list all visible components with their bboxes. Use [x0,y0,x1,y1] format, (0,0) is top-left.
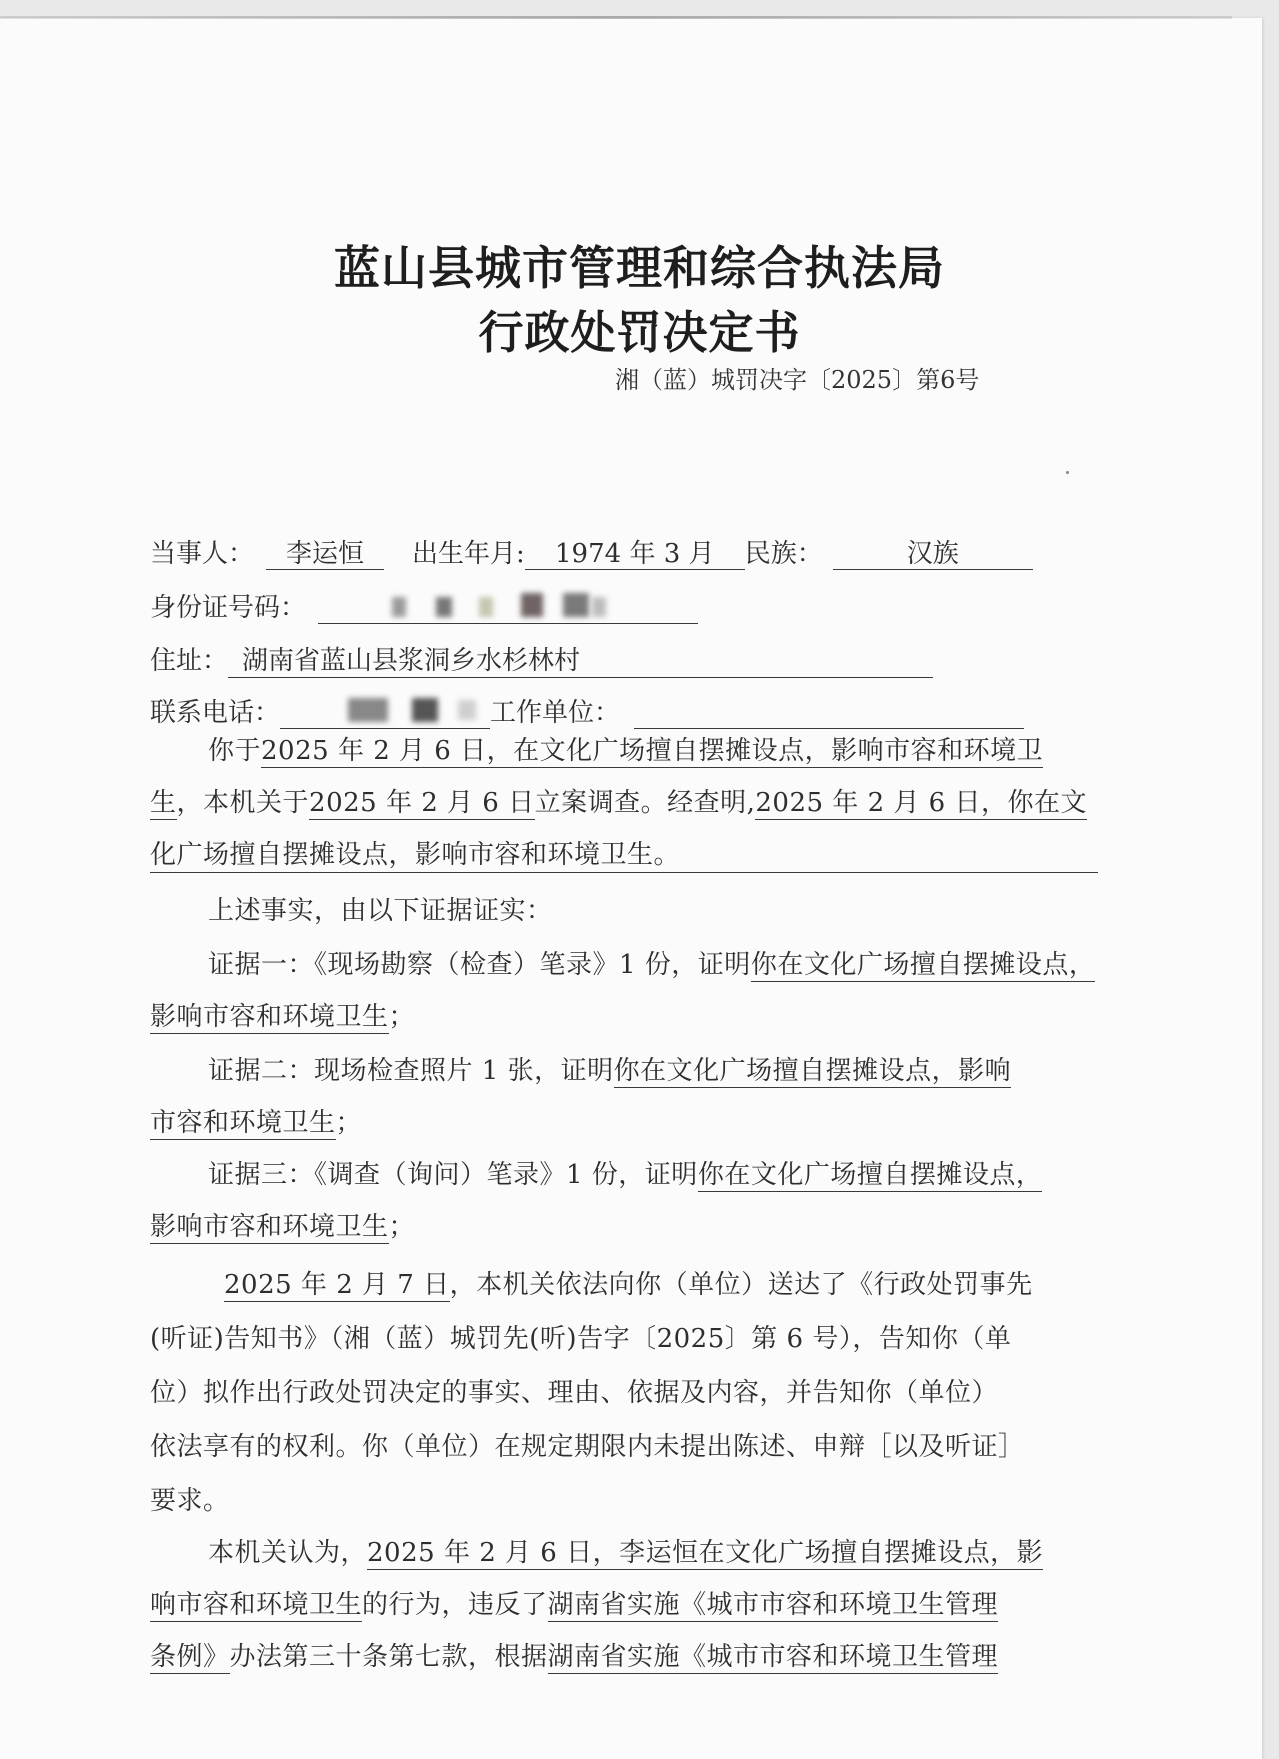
redaction-blur [479,597,493,617]
underlined-fill: 你在文化广场擅自摆摊设点， [697,1160,1043,1190]
underlined-fill: 市容和环境卫生 [150,1108,336,1138]
underlined-fill: 影响市容和环境卫生 [150,1002,389,1032]
body-text: ，本机关于 [176,788,310,818]
underlined-fill: 影响市容和环境卫生 [150,1212,389,1242]
party-name: 李运恒 [266,539,384,570]
scan-speck [1066,471,1069,474]
party-row [150,533,1033,570]
redaction-blur [348,698,388,722]
body-line: 上述事实，由以下证据证实： [208,896,553,926]
redaction-blur [412,698,438,722]
body-text: 的行为，违反了 [362,1590,548,1620]
phone-label: 联系电话： [150,698,281,728]
body-text: 你于 [208,736,262,766]
party-name-label: 当事人： [150,539,255,569]
ethnic-value: 汉族 [833,539,1033,570]
body-line [208,1532,1043,1569]
redaction-blur [458,700,476,720]
underlined-fill: 2025 年 2 月 6 日，在文化广场擅自摆摊设点，影响市容和环境卫 [261,736,1044,766]
body-text: ； [335,1108,363,1138]
underlined-fill: 生 [150,788,177,818]
evidence-label: 证据一：《现场勘察（检查）笔录》1 份，证明 [208,950,751,980]
redaction-blur [436,597,452,617]
id-label: 身份证号码： [150,593,307,623]
redaction-blur [592,597,606,617]
underlined-fill: 湖南省实施《城市市容和环境卫生管理 [547,1590,999,1620]
work-label: 工作单位： [490,698,621,728]
phone-row [150,692,1024,729]
underlined-fill: 你在文化广场擅自摆摊设点， [750,950,1096,980]
id-number-redacted [318,593,698,624]
body-line [150,782,1087,819]
body-line: 依法享有的权利。你（单位）在规定期限内未提出陈述、申辩［以及听证］ [150,1432,1025,1462]
body-text: 本机关认为， [208,1538,368,1568]
underlined-fill: 2025 年 2 月 6 日，李运恒在文化广场擅自摆摊设点，影 [367,1538,1044,1568]
body-line: (听证)告知书》（湘（蓝）城罚先(听)告字〔2025〕第 6 号），告知你（单 [150,1324,1012,1354]
id-row [150,587,698,624]
body-text: ； [388,1002,416,1032]
body-text: 立案调查。经查明, [534,788,756,818]
underlined-fill: 2025 年 2 月 7 日 [224,1270,450,1300]
document-number: 湘（蓝）城罚决字〔2025〕第6号 [615,366,980,394]
redaction-blur [392,597,406,617]
decision-body [150,730,1110,1630]
underlined-fill: 你在文化广场擅自摆摊设点，影响 [613,1056,1012,1086]
body-line [150,1584,998,1621]
body-line: 要求。 [150,1486,230,1516]
body-line [224,1264,1033,1301]
body-line: 位）拟作出行政处罚决定的事实、理由、依据及内容，并告知你（单位） [150,1378,999,1408]
body-line [208,1154,1042,1191]
body-text: 办法第三十条第七款，根据 [229,1642,548,1672]
evidence-label: 证据三：《调查（询问）笔录》1 份，证明 [208,1160,698,1190]
body-line [150,834,1098,873]
ethnic-label: 民族： [744,539,823,569]
decision-body-continued [150,1636,1110,1676]
work-value [634,698,1024,729]
body-text: ，本机关依法向你（单位）送达了《行政处罚事先 [449,1270,1033,1300]
redaction-blur [563,593,589,617]
body-text: ； [388,1212,416,1242]
underlined-fill: 2025 年 2 月 6 日，你在文 [755,788,1087,818]
underlined-fill: 响市容和环境卫生 [150,1590,363,1620]
underlined-fill: 2025 年 2 月 6 日 [309,788,535,818]
document-type-title: 行政处罚决定书 [478,306,801,359]
address-value: 湖南省蓝山县浆洞乡水杉林村 [228,640,933,678]
redaction-blur [521,593,543,617]
address-label: 住址： [150,646,229,676]
body-line [208,944,1095,981]
body-line [208,730,1043,767]
underlined-fill: 湖南省实施《城市市容和环境卫生管理 [547,1642,999,1672]
body-line [150,1636,998,1673]
underlined-fill: 化广场擅自摆摊设点，影响市容和环境卫生。 [150,834,1098,873]
birth-label: 出生年月: [412,539,525,569]
address-row [150,640,933,678]
birth-value: 1974 年 3 月 [525,539,745,570]
agency-title: 蓝山县城市管理和综合执法局 [334,241,945,295]
evidence-label: 证据二：现场检查照片 1 张，证明 [208,1056,614,1086]
body-line [150,1102,362,1139]
underlined-fill: 条例》 [150,1642,230,1672]
body-line [208,1050,1011,1087]
body-line [150,996,415,1033]
body-line [150,1206,415,1243]
